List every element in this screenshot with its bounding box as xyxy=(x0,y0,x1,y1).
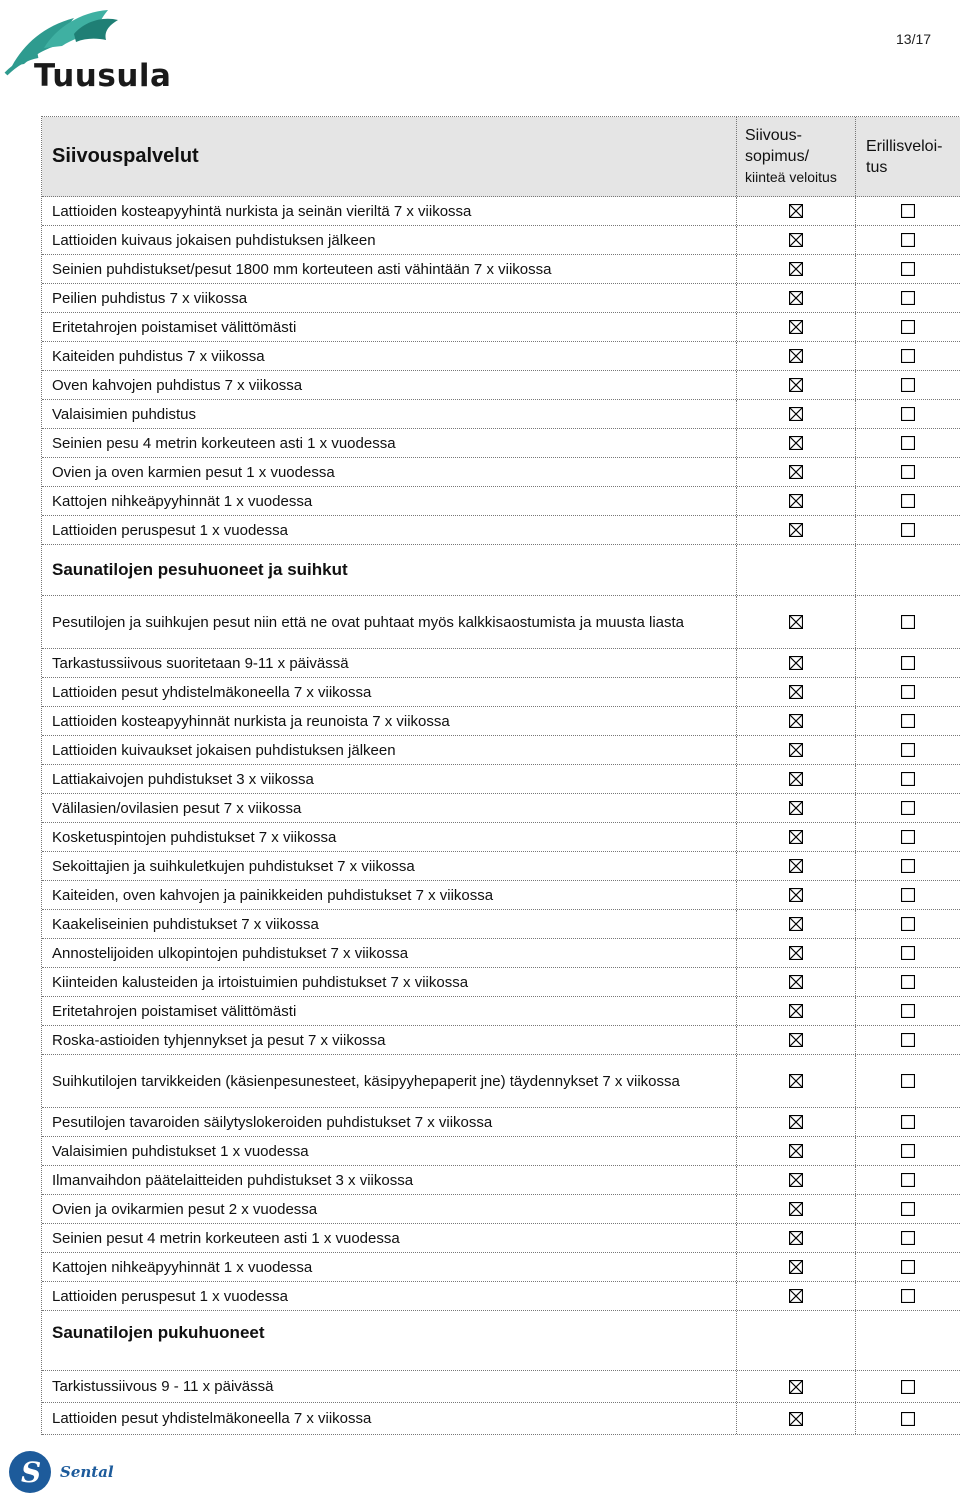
table-row xyxy=(42,226,960,255)
empty-checkbox-icon[interactable] xyxy=(901,1074,915,1088)
empty-checkbox-icon[interactable] xyxy=(901,714,915,728)
empty-checkbox-icon[interactable] xyxy=(901,1380,915,1394)
row-label: Eritetahrojen poistamiset välittömästi xyxy=(42,313,737,341)
section-title: Saunatilojen pukuhuoneet xyxy=(42,1311,737,1370)
checked-box-icon[interactable] xyxy=(789,1260,803,1274)
row-label: Peilien puhdistus 7 x viikossa xyxy=(42,284,737,312)
table-row xyxy=(42,852,960,881)
empty-checkbox-icon[interactable] xyxy=(901,801,915,815)
checked-box-icon[interactable] xyxy=(789,436,803,450)
row-label: Seinien pesu 4 metrin korkeuteen asti 1 x vuodessa xyxy=(42,429,737,457)
row-label: Lattioiden kosteapyyhinnät nurkista ja reunoista 7 x viikossa xyxy=(42,707,737,735)
checked-box-icon[interactable] xyxy=(789,465,803,479)
empty-checkbox-icon[interactable] xyxy=(901,888,915,902)
table-row xyxy=(42,1282,960,1311)
checked-box-icon[interactable] xyxy=(789,975,803,989)
empty-checkbox-icon[interactable] xyxy=(901,1202,915,1216)
group-2 xyxy=(42,649,960,1055)
table-row xyxy=(42,400,960,429)
row-label: Välilasien/ovilasien pesut 7 x viikossa xyxy=(42,794,737,822)
row-label: Lattioiden pesut yhdistelmäkoneella 7 x viikossa xyxy=(42,678,737,706)
table-row xyxy=(42,516,960,545)
table-row xyxy=(42,284,960,313)
row-label: Lattioiden kosteapyyhintä nurkista ja seinän vieriltä 7 x viikossa xyxy=(42,197,737,225)
column-header-separate: Erillisveloi- tus xyxy=(866,137,943,176)
page-number: 13/17 xyxy=(896,31,932,47)
table-row xyxy=(42,1137,960,1166)
empty-checkbox-icon[interactable] xyxy=(901,262,915,276)
table-row xyxy=(42,1403,960,1435)
empty-checkbox-icon[interactable] xyxy=(901,917,915,931)
empty-checkbox-icon[interactable] xyxy=(901,1412,915,1426)
group-2b xyxy=(42,1108,960,1311)
empty-checkbox-icon[interactable] xyxy=(901,615,915,629)
table-title: Siivouspalvelut xyxy=(42,117,737,196)
footer-brand: Sental xyxy=(60,1463,114,1481)
checked-box-icon[interactable] xyxy=(789,407,803,421)
checked-box-icon[interactable] xyxy=(789,801,803,815)
empty-checkbox-icon[interactable] xyxy=(901,685,915,699)
checked-box-icon[interactable] xyxy=(789,1033,803,1047)
table-row xyxy=(42,429,960,458)
empty-checkbox-icon[interactable] xyxy=(901,494,915,508)
service-table xyxy=(41,116,960,1435)
empty-checkbox-icon[interactable] xyxy=(901,1173,915,1187)
group-1 xyxy=(42,197,960,545)
row-label: Seinien pesut 4 metrin korkeuteen asti 1 x vuodessa xyxy=(42,1224,737,1252)
table-row xyxy=(42,881,960,910)
table-row xyxy=(42,487,960,516)
section-title: Saunatilojen pesuhuoneet ja suihkut xyxy=(42,545,737,595)
table-row xyxy=(42,765,960,794)
empty-checkbox-icon[interactable] xyxy=(901,407,915,421)
checked-box-icon[interactable] xyxy=(789,743,803,757)
row-label: Suihkutilojen tarvikkeiden (käsienpesunesteet, käsipyyhepaperit jne) täydennykset 7 x viikossa xyxy=(42,1055,737,1107)
checked-box-icon[interactable] xyxy=(789,1202,803,1216)
row-label: Lattioiden peruspesut 1 x vuodessa xyxy=(42,516,737,544)
checked-box-icon[interactable] xyxy=(789,859,803,873)
checked-box-icon[interactable] xyxy=(789,1115,803,1129)
empty-checkbox-icon[interactable] xyxy=(901,204,915,218)
empty-checkbox-icon[interactable] xyxy=(901,1260,915,1274)
row-label: Lattiakaivojen puhdistukset 3 x viikossa xyxy=(42,765,737,793)
svg-text:S: S xyxy=(21,1456,42,1489)
empty-checkbox-icon[interactable] xyxy=(901,946,915,960)
checked-box-icon[interactable] xyxy=(789,233,803,247)
empty-checkbox-icon[interactable] xyxy=(901,1115,915,1129)
row-label: Pesutilojen ja suihkujen pesut niin että ne ovat puhtaat myös kalkkisaostumista ja muusta liasta xyxy=(42,596,737,648)
row-label: Annostelijoiden ulkopintojen puhdistukset 7 x viikossa xyxy=(42,939,737,967)
checked-box-icon[interactable] xyxy=(789,523,803,537)
empty-checkbox-icon[interactable] xyxy=(901,772,915,786)
table-row xyxy=(42,939,960,968)
table-row xyxy=(42,313,960,342)
row-label: Valaisimien puhdistukset 1 x vuodessa xyxy=(42,1137,737,1165)
empty-checkbox-icon[interactable] xyxy=(901,743,915,757)
row-label: Ovien ja ovikarmien pesut 2 x vuodessa xyxy=(42,1195,737,1223)
table-row xyxy=(42,1195,960,1224)
checked-box-icon[interactable] xyxy=(789,830,803,844)
table-row xyxy=(42,1026,960,1055)
table-row xyxy=(42,1166,960,1195)
empty-checkbox-icon[interactable] xyxy=(901,975,915,989)
table-row xyxy=(42,342,960,371)
empty-checkbox-icon[interactable] xyxy=(901,1033,915,1047)
checked-box-icon[interactable] xyxy=(789,1412,803,1426)
checked-box-icon[interactable] xyxy=(789,1380,803,1394)
checked-box-icon[interactable] xyxy=(789,772,803,786)
table-row xyxy=(42,1055,960,1108)
row-label: Ilmanvaihdon päätelaitteiden puhdistukset 3 x viikossa xyxy=(42,1166,737,1194)
row-label: Sekoittajien ja suihkuletkujen puhdistukset 7 x viikossa xyxy=(42,852,737,880)
table-row xyxy=(42,596,960,649)
empty-checkbox-icon[interactable] xyxy=(901,320,915,334)
empty-checkbox-icon[interactable] xyxy=(901,1231,915,1245)
table-row xyxy=(42,649,960,678)
table-row xyxy=(42,794,960,823)
empty-checkbox-icon[interactable] xyxy=(901,830,915,844)
table-row xyxy=(42,823,960,852)
checked-box-icon[interactable] xyxy=(789,291,803,305)
empty-checkbox-icon[interactable] xyxy=(901,291,915,305)
table-row xyxy=(42,458,960,487)
table-row xyxy=(42,736,960,765)
checked-box-icon[interactable] xyxy=(789,656,803,670)
checked-box-icon[interactable] xyxy=(789,262,803,276)
table-row xyxy=(42,968,960,997)
row-label: Lattioiden peruspesut 1 x vuodessa xyxy=(42,1282,737,1310)
checked-box-icon[interactable] xyxy=(789,685,803,699)
checked-box-icon[interactable] xyxy=(789,378,803,392)
row-label: Tarkastussiivous suoritetaan 9-11 x päivässä xyxy=(42,649,737,677)
row-label: Kosketuspintojen puhdistukset 7 x viikossa xyxy=(42,823,737,851)
empty-checkbox-icon[interactable] xyxy=(901,349,915,363)
row-label: Pesutilojen tavaroiden säilytyslokeroiden puhdistukset 7 x viikossa xyxy=(42,1108,737,1136)
checked-box-icon[interactable] xyxy=(789,946,803,960)
table-row xyxy=(42,678,960,707)
empty-checkbox-icon[interactable] xyxy=(901,1289,915,1303)
empty-checkbox-icon[interactable] xyxy=(901,378,915,392)
checked-box-icon[interactable] xyxy=(789,204,803,218)
table-row xyxy=(42,1224,960,1253)
table-row xyxy=(42,371,960,400)
section-header xyxy=(42,1311,960,1371)
table-header xyxy=(42,117,960,197)
checked-box-icon[interactable] xyxy=(789,917,803,931)
row-label: Oven kahvojen puhdistus 7 x viikossa xyxy=(42,371,737,399)
row-label: Lattioiden pesut yhdistelmäkoneella 7 x viikossa xyxy=(42,1403,737,1434)
row-label: Valaisimien puhdistus xyxy=(42,400,737,428)
empty-checkbox-icon[interactable] xyxy=(901,859,915,873)
table-row xyxy=(42,997,960,1026)
checked-box-icon[interactable] xyxy=(789,1144,803,1158)
checked-box-icon[interactable] xyxy=(789,494,803,508)
table-row xyxy=(42,1371,960,1403)
section-header xyxy=(42,545,960,596)
checked-box-icon[interactable] xyxy=(789,615,803,629)
row-label: Roska-astioiden tyhjennykset ja pesut 7 x viikossa xyxy=(42,1026,737,1054)
empty-checkbox-icon[interactable] xyxy=(901,656,915,670)
row-label: Lattioiden kuivaukset jokaisen puhdistuksen jälkeen xyxy=(42,736,737,764)
table-row xyxy=(42,1253,960,1282)
empty-checkbox-icon[interactable] xyxy=(901,436,915,450)
row-label: Lattioiden kuivaus jokaisen puhdistuksen jälkeen xyxy=(42,226,737,254)
column-header-contract: Siivous- sopimus/ kiinteä veloitus xyxy=(737,117,856,196)
row-label: Kattojen nihkeäpyyhinnät 1 x vuodessa xyxy=(42,487,737,515)
row-label: Kiinteiden kalusteiden ja irtoistuimien puhdistukset 7 x viikossa xyxy=(42,968,737,996)
empty-checkbox-icon[interactable] xyxy=(901,465,915,479)
table-row xyxy=(42,197,960,226)
row-label: Seinien puhdistukset/pesut 1800 mm korteuteen asti vähintään 7 x viikossa xyxy=(42,255,737,283)
table-row xyxy=(42,910,960,939)
row-label: Kattojen nihkeäpyyhinnät 1 x vuodessa xyxy=(42,1253,737,1281)
row-label: Kaakeliseinien puhdistukset 7 x viikossa xyxy=(42,910,737,938)
row-label: Kaiteiden, oven kahvojen ja painikkeiden puhdistukset 7 x viikossa xyxy=(42,881,737,909)
checked-box-icon[interactable] xyxy=(789,888,803,902)
row-label: Ovien ja oven karmien pesut 1 x vuodessa xyxy=(42,458,737,486)
group-3 xyxy=(42,1371,960,1435)
empty-checkbox-icon[interactable] xyxy=(901,523,915,537)
checked-box-icon[interactable] xyxy=(789,1004,803,1018)
checked-box-icon[interactable] xyxy=(789,1231,803,1245)
checked-box-icon[interactable] xyxy=(789,1173,803,1187)
logo-text: Tuusula xyxy=(34,58,172,94)
checked-box-icon[interactable] xyxy=(789,320,803,334)
empty-checkbox-icon[interactable] xyxy=(901,233,915,247)
checked-box-icon[interactable] xyxy=(789,1289,803,1303)
table-row xyxy=(42,1108,960,1137)
table-row xyxy=(42,707,960,736)
empty-checkbox-icon[interactable] xyxy=(901,1004,915,1018)
checked-box-icon[interactable] xyxy=(789,349,803,363)
row-label: Eritetahrojen poistamiset välittömästi xyxy=(42,997,737,1025)
empty-checkbox-icon[interactable] xyxy=(901,1144,915,1158)
checked-box-icon[interactable] xyxy=(789,1074,803,1088)
table-row xyxy=(42,255,960,284)
checked-box-icon[interactable] xyxy=(789,714,803,728)
row-label: Kaiteiden puhdistus 7 x viikossa xyxy=(42,342,737,370)
row-label: Tarkistussiivous 9 - 11 x päivässä xyxy=(42,1371,737,1402)
